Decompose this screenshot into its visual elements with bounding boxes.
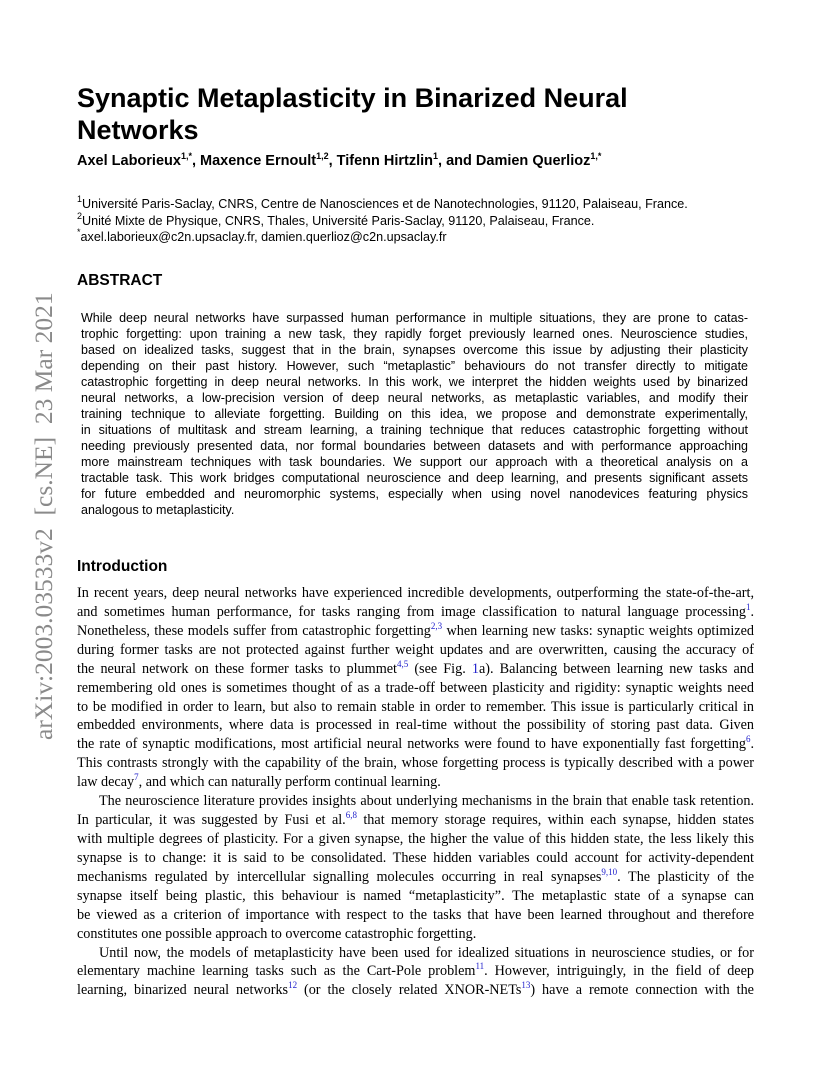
citation-link[interactable]: 2,3 xyxy=(430,621,443,631)
author-affiliation-mark: 1,* xyxy=(590,151,602,161)
body-line: remembering old ones is sometimes thought of as a trade-off between plasticity and rigidity: synaptic weights need xyxy=(77,679,754,696)
body-line: to be modified in order to learn, but also to remain stable in order to remember. This issue is particularly critical in xyxy=(77,698,754,715)
body-line xyxy=(77,603,754,622)
abstract-heading: ABSTRACT xyxy=(77,272,163,289)
abstract-line: more mainstream techniques with task boundaries. We support our approach with a theoretical analysis on a xyxy=(81,455,748,469)
body-line xyxy=(77,660,754,679)
body-line: The neuroscience literature provides insights about underlying mechanisms in the brain that enable task retention. xyxy=(99,793,754,810)
body-text: , and which can naturally perform continual learning. xyxy=(138,774,441,791)
abstract-line: While deep neural networks have surpassed human performance in multiple situations, they are prone to catas- xyxy=(81,311,748,325)
body-text: mechanisms regulated by intercellular signalling molecules occurring in real synapses xyxy=(77,868,602,885)
contact-emails xyxy=(77,229,688,246)
body-line: In recent years, deep neural networks have experienced incredible developments, outperforming the state-of-the-art, xyxy=(77,585,754,601)
arxiv-identifier: arXiv:2003.03533v2 [cs.NE] 23 Mar 2021 xyxy=(29,292,58,740)
author-affiliation-mark: 1 xyxy=(433,151,439,161)
affiliation-text: Unité Mixte de Physique, CNRS, Thales, Université Paris-Saclay, 91120, Palaiseau, France. xyxy=(82,213,595,228)
figure-link[interactable]: 1 xyxy=(471,660,479,677)
body-text: . xyxy=(750,603,754,620)
abstract-line: tractable task. This work bridges computational neuroscience and deep learning, and presents significant assets xyxy=(81,471,748,485)
body-text: . The plasticity of the xyxy=(617,868,754,885)
abstract-line: neural networks, a low-precision version of deep neural networks, as metaplastic variables, and modify their xyxy=(81,391,748,405)
citation-link[interactable]: 6 xyxy=(745,735,751,745)
abstract-line: training technique to alleviate forgetting. Building on this idea, we propose and demonstrate experimentally, xyxy=(81,407,748,421)
author-affiliation-mark: 1,* xyxy=(180,151,192,161)
citation-link[interactable]: 6,8 xyxy=(345,811,357,821)
body-text: law decay xyxy=(77,774,135,791)
author-affiliation-mark: 1,2 xyxy=(316,151,329,161)
body-line: synapse is to change: it is said to be consolidated. These hidden variables could account for activity-dependent xyxy=(77,849,754,866)
body-line xyxy=(77,981,754,1000)
citation-link[interactable]: 12 xyxy=(288,981,298,991)
author-list xyxy=(77,153,601,169)
citation-link[interactable]: 4,5 xyxy=(396,659,409,669)
body-line xyxy=(77,735,754,754)
paper-title: Synaptic Metaplasticity in Binarized Neural Networks xyxy=(77,83,628,145)
body-text: ) have a remote connection with the xyxy=(530,982,754,999)
body-line: with multiple degrees of plasticity. For a given synapse, the higher the value of this hidden state, the less likely this xyxy=(77,830,754,847)
body-line xyxy=(77,962,754,981)
body-text: In particular, it was suggested by Fusi et al. xyxy=(77,812,346,829)
body-text: the rate of synaptic modifications, most artificial neural networks were found to have exponentially fast forgetting xyxy=(77,736,746,753)
body-line: be viewed as a criterion of importance with respect to the tasks that have been learned throughout and therefore xyxy=(77,906,754,923)
author-name: , Tifenn Hirtzlin xyxy=(328,153,434,169)
body-text: . xyxy=(750,736,754,753)
affiliation-text: Université Paris-Saclay, CNRS, Centre de Nanosciences et de Nanotechnologies, 91120, Palaiseau, France. xyxy=(82,197,688,211)
abstract-text xyxy=(81,310,748,518)
affiliation-line xyxy=(77,196,688,213)
body-line: synapse itself being plastic, this behaviour is named “metaplasticity”. The metaplastic state of a synapse can xyxy=(77,887,754,904)
body-text: learning, binarized neural networks xyxy=(77,982,289,999)
body-line: Until now, the models of metaplasticity have been used for idealized situations in neuroscience studies, or for xyxy=(99,944,754,961)
author-name: , Maxence Ernoult xyxy=(191,153,317,169)
body-text: Nonetheless, these models suffer from catastrophic forgetting xyxy=(77,622,431,639)
body-text: . However, intriguingly, in the field of deep xyxy=(484,963,754,980)
body-text: a). Balancing between learning new tasks and xyxy=(478,660,754,677)
body-line: constitutes one possible approach to overcome catastrophic forgetting. xyxy=(77,925,477,942)
body-line xyxy=(77,622,754,641)
abstract-line: for future embedded and neuromorphic systems, especially when using novel nanodevices featuring physics xyxy=(81,487,748,501)
abstract-line: needing previously presented data, nor formal boundaries between datasets and with performance approaching xyxy=(81,439,748,453)
body-line: This contrasts strongly with the capability of the brain, whose forgetting process is typically described with a power xyxy=(77,755,754,772)
affiliation-line xyxy=(77,210,688,230)
abstract-line: trophic forgetting: upon training a new task, they rapidly forget previously learned ones. Neuroscience studies, xyxy=(81,327,748,341)
citation-link[interactable]: 9,10 xyxy=(601,867,618,877)
citation-link[interactable]: 7 xyxy=(134,773,139,783)
affiliation-mark: * xyxy=(77,227,81,237)
body-line xyxy=(77,811,754,830)
section-heading-introduction: Introduction xyxy=(77,558,168,575)
citation-link[interactable]: 1 xyxy=(745,602,751,612)
citation-link[interactable]: 13 xyxy=(521,981,531,991)
affiliation-mark: 1 xyxy=(77,194,83,204)
body-text: (or the closely related XNOR-NETs xyxy=(297,982,522,999)
introduction-body xyxy=(77,584,754,1000)
body-line xyxy=(77,868,754,887)
body-line xyxy=(77,773,754,792)
body-text: that memory storage requires, within each synapse, hidden states xyxy=(356,812,754,829)
body-text: when learning new tasks: synaptic weights optimized xyxy=(442,622,754,639)
body-text: elementary machine learning tasks such as the Cart-Pole problem xyxy=(77,963,476,980)
body-text: the neural network on these former tasks to plummet xyxy=(77,660,397,677)
author-name: Axel Laborieux xyxy=(77,153,181,169)
abstract-line: in situations of multitask and stream learning, a training technique that reduces catastrophic forgetting without xyxy=(81,423,748,437)
affiliations xyxy=(77,196,688,246)
abstract-line: catastrophic forgetting in deep neural networks. In this work, we interpret the hidden weights used by binarized xyxy=(81,375,748,389)
author-name: , and Damien Querlioz xyxy=(438,153,591,169)
body-text: and sometimes human performance, for tasks ranging from image classification to natural language processing xyxy=(77,603,746,620)
affiliation-mark: 2 xyxy=(77,210,83,221)
citation-link[interactable]: 11 xyxy=(475,962,485,972)
body-line: during former tasks are not protected against further weight updates and are overwritten, causing the accuracy of xyxy=(77,641,754,658)
body-text: (see Fig. xyxy=(408,660,472,677)
body-line: embedded environments, where data is processed in real-time without the possibility of storing past data. Given xyxy=(77,717,754,734)
email-text: axel.laborieux@c2n.upsaclay.fr, damien.querlioz@c2n.upsaclay.fr xyxy=(80,230,447,244)
abstract-line: analogous to metaplasticity. xyxy=(81,503,235,517)
abstract-line: depending on their past history. However, such “metaplastic” behaviours do not transfer directly to mitigate xyxy=(81,359,748,373)
abstract-line: based on idealized tasks, suggest that in the brain, synapses overcome this issue by adjusting their plasticity xyxy=(81,343,748,357)
